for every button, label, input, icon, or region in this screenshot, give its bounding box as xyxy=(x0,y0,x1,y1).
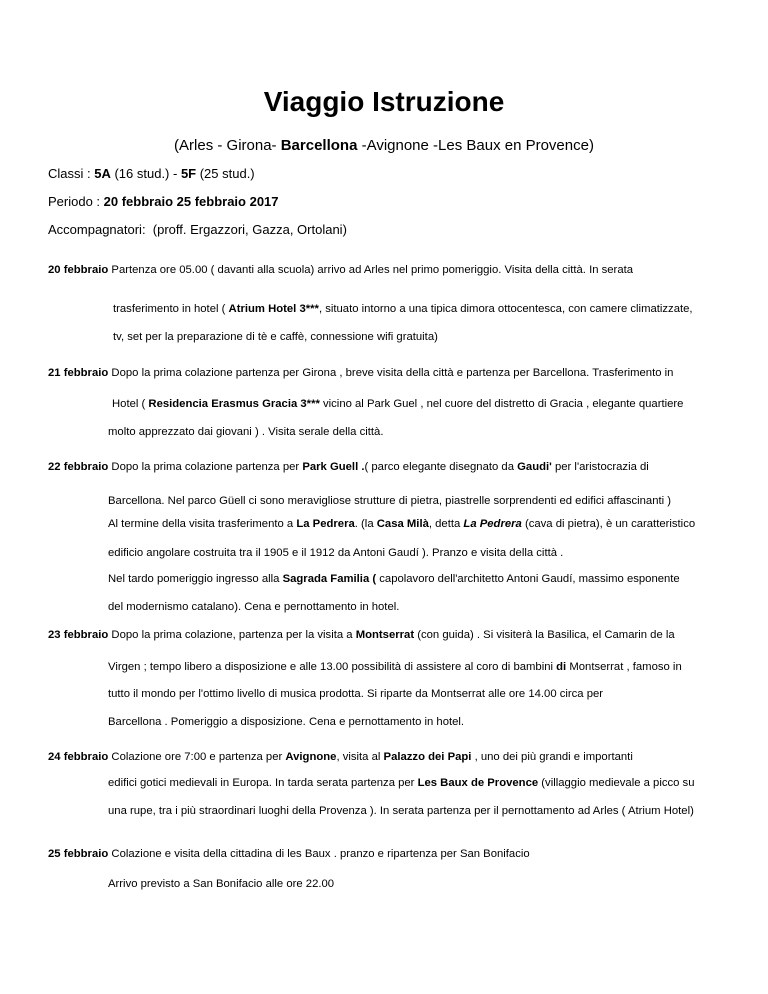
day-heading-line xyxy=(48,367,673,379)
text-segment: Residencia Erasmus Gracia 3*** xyxy=(148,398,320,410)
text-segment: capolavoro dell'architetto Antoni Gaudí, massimo esponente xyxy=(376,573,680,585)
subtitle-bold: Barcellona xyxy=(280,137,358,154)
text-segment: Hotel ( xyxy=(112,398,149,410)
day-date: 22 febbraio xyxy=(48,461,109,473)
text-segment: (villaggio medievale a picco su xyxy=(538,777,695,789)
day-text-line xyxy=(108,716,464,728)
periodo-label: Periodo : xyxy=(48,194,104,209)
text-segment: , uno dei più grandi e importanti xyxy=(471,751,633,763)
text-segment: trasferimento in hotel ( xyxy=(113,303,229,315)
class-5a: 5A xyxy=(94,166,111,181)
text-segment: Barcellona. Nel parco Güell ci sono meravigliose strutture di pietra, piastrelle sorprendenti ed edifici affascinanti ) xyxy=(108,495,672,507)
text-segment: Al termine della visita trasferimento a xyxy=(108,518,297,530)
text-segment: una rupe, tra i più straordinari luoghi della Provenza ). In serata partenza per il pernottamento ad Arles ( Atrium Hotel) xyxy=(108,805,694,817)
text-segment: Gaudi' xyxy=(517,461,552,473)
day-date: 23 febbraio xyxy=(48,629,109,641)
text-segment: tv, set per la preparazione di tè e caffè, connessione wifi gratuita) xyxy=(113,331,438,343)
day-text-line xyxy=(108,518,695,530)
subtitle-post: -Avignone -Les Baux en Provence) xyxy=(357,137,594,154)
text-segment: Colazione ore 7:00 e partenza per xyxy=(111,751,286,763)
text-segment: , visita al xyxy=(336,751,384,763)
day-text-line xyxy=(108,547,563,559)
day-text-line xyxy=(108,426,383,438)
text-segment: (con guida) . Si visiterà la Basilica, el Camarin de la xyxy=(414,629,675,641)
text-segment: per l'aristocrazia di xyxy=(551,461,649,473)
text-segment: La Pedrera xyxy=(296,518,355,530)
text-segment: Sagrada Familia ( xyxy=(282,573,377,585)
text-segment: , detta xyxy=(428,518,464,530)
text-segment: Barcellona . Pomeriggio a disposizione. Cena e pernottamento in hotel. xyxy=(108,716,465,728)
class-5f: 5F xyxy=(180,166,197,181)
day-heading-line xyxy=(48,629,675,641)
text-segment: La Pedrera xyxy=(463,518,522,530)
text-segment: Arrivo previsto a San Bonifacio alle ore 22.00 xyxy=(108,878,335,890)
text-segment: Montserrat , famoso in xyxy=(566,661,682,673)
class-5a-info: (16 stud.) - xyxy=(110,166,181,181)
text-segment: di xyxy=(556,661,567,673)
text-segment: ( parco elegante disegnato da xyxy=(364,461,518,473)
day-text-line xyxy=(108,688,603,700)
classi-label: Classi : xyxy=(48,166,95,181)
text-segment: Les Baux de Provence xyxy=(417,777,539,789)
text-segment: edificio angolare costruita tra il 1905 e il 1912 da Antoni Gaudí ). Pranzo e visita della città . xyxy=(108,547,564,559)
text-segment: . (la xyxy=(354,518,377,530)
day-date: 25 febbraio xyxy=(48,848,109,860)
text-segment: Colazione e visita della cittadina di les Baux . pranzo e ripartenza per San Bonifacio xyxy=(111,848,530,860)
day-text-line xyxy=(112,398,683,410)
periodo-line xyxy=(48,194,279,209)
text-segment: Dopo la prima colazione, partenza per la visita a xyxy=(111,629,356,641)
day-heading-line xyxy=(48,848,530,860)
text-segment: Partenza ore 05.00 ( davanti alla scuola) arrivo ad Arles nel primo pomeriggio. Visita della città. In serata xyxy=(111,264,634,276)
text-segment: Virgen ; tempo libero a disposizione e alle 13.00 possibilità di assistere al coro di bambini xyxy=(108,661,557,673)
accompagnatori-value: (proff. Ergazzori, Gazza, Ortolani) xyxy=(152,222,347,237)
text-segment: Nel tardo pomeriggio ingresso alla xyxy=(108,573,283,585)
text-segment: Park Guell . xyxy=(302,461,365,473)
text-segment: Montserrat xyxy=(355,629,415,641)
text-segment: Dopo la prima colazione partenza per xyxy=(111,461,303,473)
day-text-line xyxy=(108,573,680,585)
text-segment: molto apprezzato dai giovani ) . Visita serale della città. xyxy=(108,426,384,438)
text-segment: Palazzo dei Papi xyxy=(383,751,472,763)
day-text-line xyxy=(108,661,682,673)
accompagnatori-label: Accompagnatori: xyxy=(48,222,146,237)
day-text-line xyxy=(108,878,334,890)
text-segment: Dopo la prima colazione partenza per Girona , breve visita della città e partenza per Barcellona. Trasferimento in xyxy=(111,367,674,379)
class-5f-info: (25 stud.) xyxy=(196,166,255,181)
day-date: 21 febbraio xyxy=(48,367,109,379)
periodo-value: 20 febbraio 25 febbraio 2017 xyxy=(103,194,279,209)
text-segment: Avignone xyxy=(285,751,337,763)
accompagnatori-line xyxy=(48,222,347,237)
text-segment: vicino al Park Guel , nel cuore del distretto di Gracia , elegante quartiere xyxy=(319,398,684,410)
day-date: 20 febbraio xyxy=(48,264,109,276)
text-segment: edifici gotici medievali in Europa. In tarda serata partenza per xyxy=(108,777,418,789)
classi-line xyxy=(48,166,255,181)
page-title: Viaggio Istruzione xyxy=(263,86,505,117)
text-segment: Casa Milà xyxy=(376,518,429,530)
day-date: 24 febbraio xyxy=(48,751,109,763)
day-heading-line xyxy=(48,751,633,763)
day-heading-line xyxy=(48,264,633,276)
text-segment: (cava di pietra), è un caratteristico xyxy=(521,518,696,530)
itinerary-subtitle xyxy=(0,137,768,154)
text-segment: , situato intorno a una tipica dimora ottocentesca, con camere climatizzate, xyxy=(318,303,693,315)
day-text-line xyxy=(108,777,695,789)
day-text-line xyxy=(108,601,399,613)
text-segment: del modernismo catalano). Cena e pernottamento in hotel. xyxy=(108,601,400,613)
day-text-line xyxy=(113,303,693,315)
day-text-line xyxy=(108,805,694,817)
text-segment: Atrium Hotel 3*** xyxy=(228,303,319,315)
day-text-line xyxy=(108,495,671,507)
text-segment: tutto il mondo per l'ottimo livello di musica prodotta. Si riparte da Montserrat alle ore 14.00 circa per xyxy=(108,688,604,700)
subtitle-pre: (Arles - Girona- xyxy=(174,137,281,154)
day-text-line xyxy=(113,331,438,343)
day-heading-line xyxy=(48,461,649,473)
